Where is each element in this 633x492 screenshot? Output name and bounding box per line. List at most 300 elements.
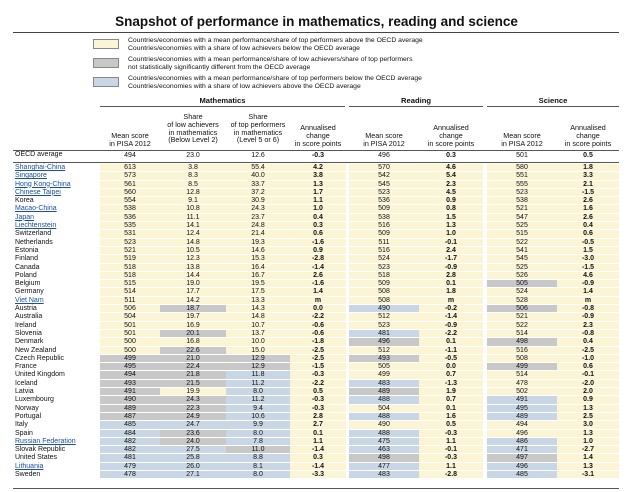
cell-science-change: 2.6 [557,214,619,222]
header-line: change [576,130,600,140]
header-line: (Below Level 2) [168,135,218,145]
cell-reading-change: 1.0 [419,230,483,238]
cell-math-mean: 554 [100,197,160,205]
cell-science-change: 0.6 [557,363,619,371]
cell-reading-change: 1.1 [419,463,483,471]
table-row [13,181,619,189]
cell-math-low: 18.7 [160,305,226,313]
country-name[interactable]: Macao-China [15,205,57,213]
cell-science-change: 1.3 [557,405,619,413]
cell-science-mean: 496 [487,430,557,438]
header-science-change [557,124,619,147]
cell-math-low: 21.0 [160,355,226,363]
country-name[interactable]: Hong Kong-China [15,180,71,188]
cell-reading-change: 1.5 [419,214,483,222]
cell-reading-change: -0.1 [419,446,483,454]
cell-science-mean: 514 [487,371,557,379]
cell-reading-change: 0.5 [419,421,483,429]
cell-math-change: -1.6 [290,239,346,247]
cell-reading-change: -0.9 [419,264,483,272]
header-reading-change [419,124,483,147]
cell-math-change: -2.5 [290,355,346,363]
table-row [13,264,619,272]
cell-reading-mean: 499 [349,371,419,379]
cell-reading-mean: 489 [349,388,419,396]
cell-math-change: 0.3 [290,222,346,230]
cell-reading-change: 5.4 [419,172,483,180]
cell-reading-change: -0.9 [419,322,483,330]
cell-math-change: 1.4 [290,288,346,296]
cell-reading-mean: 504 [349,405,419,413]
cell-math-low: 22.6 [160,347,226,355]
cell-math-change: -2.2 [290,313,346,321]
cell-math-mean: 560 [100,189,160,197]
cell-math-low: 10.5 [160,247,226,255]
table-row [13,297,619,305]
cell-science-change: 2.1 [557,181,619,189]
cell-science-mean: 555 [487,181,557,189]
cell-reading-change: 0.7 [419,371,483,379]
cell-reading-mean: 524 [349,255,419,263]
table-row [13,421,619,429]
cell-math-top: 19.5 [226,280,290,288]
cell-math-low: 3.8 [160,164,226,172]
cell-science-mean: 499 [487,363,557,371]
oecd-average-label: OECD average [15,151,63,158]
legend-line: Countries/economies with a share of low achievers below the OECD average [128,44,360,52]
cell-math-low: 14.4 [160,272,226,280]
cell-reading-change: 0.1 [419,405,483,413]
cell-math-low: 22.4 [160,363,226,371]
header-math-top-performers [226,113,290,144]
cell-math-low: 14.1 [160,222,226,230]
cell-math-mean: 506 [100,305,160,313]
cell-reading-change: -0.5 [419,355,483,363]
header-reading-mean [349,132,419,148]
cell-reading-mean: 512 [349,347,419,355]
cell-reading-change: 0.1 [419,338,483,346]
cell-science-change: 3.3 [557,172,619,180]
cell-science-mean: 580 [487,164,557,172]
header-line: Annualised [570,123,606,132]
cell-reading-mean: 483 [349,471,419,479]
cell-reading-change: -0.3 [419,430,483,438]
table-row [13,355,619,363]
cell-math-mean: 489 [100,405,160,413]
cell-math-top: 10.6 [226,413,290,421]
header-line: Mean score [111,131,149,140]
cell-science-change: -0.9 [557,280,619,288]
cell-math-change: -3.3 [290,471,346,479]
country-name: Korea [15,197,34,205]
oecd-reading-change: 0.3 [446,152,456,159]
cell-math-mean: 511 [100,297,160,305]
cell-reading-mean: 518 [349,272,419,280]
cell-math-top: 13.7 [226,330,290,338]
cell-reading-mean: 475 [349,438,419,446]
header-line: change [439,130,463,140]
country-name: Ireland [15,321,37,329]
cell-math-top: 8.1 [226,463,290,471]
cell-reading-change: -2.2 [419,330,483,338]
cell-math-mean: 573 [100,172,160,180]
cell-science-mean: 545 [487,255,557,263]
country-name: Latvia [15,388,34,396]
cell-science-mean: 515 [487,230,557,238]
cell-science-mean: 523 [487,189,557,197]
legend-text [128,37,423,52]
oecd-math-change: -0.3 [311,152,325,159]
cell-reading-change: 2.4 [419,247,483,255]
legend-swatch-below [93,77,119,87]
legend-item-below [93,75,593,93]
cell-math-change: 0.5 [290,388,346,396]
cell-math-top: 14.6 [226,247,290,255]
table-row [13,172,619,180]
cell-science-mean: 525 [487,222,557,230]
country-name: Estonia [15,246,39,254]
table-row [13,463,619,471]
country-name: United States [15,454,58,462]
header-line: in PISA 2012 [109,138,151,148]
page-title: Snapshot of performance in mathematics, reading and science [115,14,518,29]
country-name: Iceland [15,379,38,387]
cell-math-mean: 485 [100,421,160,429]
cell-reading-change: 1.8 [419,288,483,296]
header-line: Mean score [365,131,403,140]
cell-math-top: 11.2 [226,396,290,404]
cell-math-low: 19.0 [160,280,226,288]
cell-math-mean: 490 [100,396,160,404]
cell-reading-mean: 477 [349,463,419,471]
country-name[interactable]: Japan [15,213,35,221]
cell-math-low: 12.4 [160,230,226,238]
cell-math-change: -1.4 [290,446,346,454]
cell-math-change: -2.8 [290,255,346,263]
header-rule-mathematics [100,106,345,107]
cell-reading-change: -2.8 [419,471,483,479]
cell-science-change: -1.0 [557,355,619,363]
cell-math-low: 14.2 [160,297,226,305]
country-name: Italy [15,421,28,429]
country-name: United Kingdom [15,371,65,379]
cell-math-change: 2.8 [290,413,346,421]
cell-math-change: 0.3 [290,454,346,462]
cell-math-mean: 538 [100,205,160,213]
legend-line: Countries/economies with a share of low achievers above the OECD average [128,82,361,90]
country-name[interactable]: Viet Nam [15,296,44,304]
country-name[interactable]: Chinese Taipei [15,188,61,196]
cell-math-low: 21.8 [160,371,226,379]
cell-math-change: 1.1 [290,438,346,446]
cell-science-change: -0.5 [557,239,619,247]
header-group-mathematics: Mathematics [199,96,246,105]
cell-math-mean: 521 [100,247,160,255]
cell-math-mean: 487 [100,413,160,421]
cell-math-change: -1.4 [290,264,346,272]
cell-math-low: 9.1 [160,197,226,205]
cell-math-top: 17.5 [226,288,290,296]
cell-science-mean: 547 [487,214,557,222]
cell-math-mean: 479 [100,463,160,471]
cell-reading-change: -0.2 [419,305,483,313]
cell-science-change: 1.8 [557,164,619,172]
country-name: Norway [15,404,39,412]
cell-math-low: 21.5 [160,380,226,388]
cell-math-low: 27.1 [160,471,226,479]
cell-science-mean: 497 [487,454,557,462]
cell-reading-change: -1.3 [419,380,483,388]
cell-reading-mean: 488 [349,413,419,421]
table-row [13,239,619,247]
table-row [13,371,619,379]
cell-math-top: 11.0 [226,446,290,454]
table-row [13,305,619,313]
cell-math-mean: 515 [100,280,160,288]
country-name: New Zealand [15,346,57,354]
cell-math-low: 10.8 [160,205,226,213]
cell-math-top: 23.7 [226,214,290,222]
country-name: Czech Republic [15,354,65,362]
table-row [13,338,619,346]
cell-math-top: 13.3 [226,297,290,305]
cell-science-change: -3.0 [557,255,619,263]
header-science-mean [487,132,557,148]
table-row [13,288,619,296]
cell-math-low: 24.0 [160,438,226,446]
cell-math-change: -0.6 [290,322,346,330]
cell-math-low: 17.7 [160,288,226,296]
cell-math-change: 4.2 [290,164,346,172]
cell-science-mean: 508 [487,355,557,363]
table-row [13,247,619,255]
header-line: in score points [294,138,342,148]
cell-reading-mean: 545 [349,181,419,189]
cell-science-change: 2.5 [557,413,619,421]
cell-math-top: 21.4 [226,230,290,238]
legend-line: not statistically significantly different from the OECD average [128,63,311,71]
legend [93,37,593,94]
cell-reading-mean: 463 [349,446,419,454]
cell-science-mean: 516 [487,347,557,355]
country-name: Germany [15,288,44,296]
header-rule-reading [349,106,483,107]
cell-math-low: 19.7 [160,313,226,321]
cell-science-mean: 489 [487,413,557,421]
country-name: Spain [15,429,33,437]
cell-reading-change: -1.4 [419,313,483,321]
cell-science-mean: 491 [487,396,557,404]
country-name: Portugal [15,412,42,420]
cell-reading-change: 2.3 [419,181,483,189]
cell-math-low: 23.6 [160,430,226,438]
cell-math-top: 37.2 [226,189,290,197]
cell-math-low: 24.9 [160,413,226,421]
cell-math-change: -1.5 [290,363,346,371]
table-row [13,189,619,197]
cell-math-mean: 531 [100,230,160,238]
cell-science-change: 1.4 [557,454,619,462]
cell-math-change: 0.4 [290,214,346,222]
country-name[interactable]: Liechtenstein [15,222,57,230]
header-line: in mathematics [233,127,283,137]
cell-reading-change: 0.1 [419,280,483,288]
table-row [13,280,619,288]
legend-swatch-above [93,39,119,49]
cell-science-change: 3.0 [557,421,619,429]
cell-math-top: 8.0 [226,471,290,479]
cell-reading-mean: 493 [349,355,419,363]
cell-math-mean: 514 [100,288,160,296]
cell-reading-change: m [419,297,483,305]
table-row [13,438,619,446]
cell-math-change: -2.2 [290,380,346,388]
header-group-reading: Reading [401,96,431,105]
cell-science-mean: 505 [487,280,557,288]
cell-math-mean: 493 [100,380,160,388]
cell-math-change: 0.1 [290,430,346,438]
cell-reading-mean: 570 [349,164,419,172]
cell-reading-mean: 516 [349,247,419,255]
cell-math-top: 15.3 [226,255,290,263]
cell-science-change: 2.0 [557,388,619,396]
header-line: (Level 5 or 6) [236,135,280,145]
country-name[interactable]: Russian Federation [15,437,76,445]
country-name[interactable]: Shanghai-China [15,164,66,171]
cell-science-change: 1.3 [557,430,619,438]
cell-math-top: 15.0 [226,347,290,355]
cell-reading-mean: 508 [349,288,419,296]
oecd-row-rule [13,162,619,163]
header-line: in score points [564,138,612,148]
title-rule [13,32,619,33]
cell-reading-mean: 512 [349,313,419,321]
oecd-math-mean: 494 [124,152,136,159]
cell-science-change: -1.5 [557,264,619,272]
legend-line: Countries/economies with a mean performance/share of low achievers/share of top performers [128,56,413,63]
cell-math-top: 16.4 [226,264,290,272]
cell-science-change: 2.3 [557,322,619,330]
cell-science-change: m [557,297,619,305]
table-row [13,388,619,396]
cell-math-mean: 500 [100,338,160,346]
cell-reading-change: 1.9 [419,388,483,396]
cell-reading-change: -1.1 [419,347,483,355]
cell-math-low: 26.0 [160,463,226,471]
legend-item-above [93,37,593,55]
table-row [13,347,619,355]
cell-math-change: -1.6 [290,280,346,288]
cell-math-top: 8.8 [226,454,290,462]
table-row [13,380,619,388]
cell-math-top: 8.0 [226,388,290,396]
cell-science-change: 0.4 [557,338,619,346]
cell-reading-change: 4.6 [419,164,483,172]
cell-science-mean: 541 [487,247,557,255]
cell-science-change: 1.6 [557,205,619,213]
cell-math-mean: 501 [100,330,160,338]
cell-science-change: -0.8 [557,330,619,338]
cell-reading-mean: 509 [349,205,419,213]
cell-science-mean: 494 [487,421,557,429]
country-name: Australia [15,313,43,321]
cell-reading-change: 1.1 [419,438,483,446]
legend-text [128,75,422,90]
header-math-low-achievers [160,113,226,144]
country-name: Canada [15,263,40,271]
cell-math-change: 0.9 [290,247,346,255]
header-line: in PISA 2012 [363,138,405,148]
cell-science-change: -0.9 [557,313,619,321]
cell-math-mean: 561 [100,181,160,189]
cell-math-low: 24.3 [160,396,226,404]
cell-math-mean: 482 [100,438,160,446]
cell-math-change: 1.1 [290,197,346,205]
cell-science-change: -3.1 [557,471,619,479]
table-row [13,255,619,263]
cell-science-change: -2.7 [557,446,619,454]
cell-science-mean: 551 [487,172,557,180]
table-row [13,446,619,454]
cell-science-mean: 524 [487,288,557,296]
cell-math-mean: 484 [100,430,160,438]
cell-science-mean: 485 [487,471,557,479]
cell-math-low: 25.8 [160,454,226,462]
country-name: France [15,363,37,371]
header-line: of low achievers [167,119,219,129]
country-name: Luxembourg [15,396,54,404]
country-name[interactable]: Lithuania [15,462,44,470]
cell-science-change: 2.6 [557,197,619,205]
country-name[interactable]: Singapore [15,172,47,180]
cell-reading-change: 4.5 [419,189,483,197]
header-math-mean [100,132,160,148]
table-row [13,205,619,213]
country-name: Denmark [15,338,44,346]
table-row [13,214,619,222]
header-line: Share [248,112,268,121]
cell-math-change: -2.5 [290,347,346,355]
cell-math-low: 11.1 [160,214,226,222]
cell-math-change: -0.6 [290,330,346,338]
cell-math-top: 14.8 [226,313,290,321]
legend-item-not-significant [93,56,593,74]
cell-reading-mean: 516 [349,222,419,230]
cell-science-change: 1.3 [557,463,619,471]
cell-science-mean: 525 [487,264,557,272]
cell-math-low: 14.8 [160,239,226,247]
cell-math-change: 3.8 [290,172,346,180]
cell-math-change: 1.3 [290,181,346,189]
country-name: Netherlands [15,238,53,246]
cell-math-change: 0.6 [290,230,346,238]
cell-science-mean: 538 [487,197,557,205]
legend-text [128,56,412,71]
cell-reading-mean: 509 [349,280,419,288]
cell-math-mean: 518 [100,264,160,272]
cell-math-top: 10.0 [226,338,290,346]
cell-science-change: 0.6 [557,230,619,238]
table-row [13,164,619,172]
header-line: Share [183,112,203,121]
table-row [13,430,619,438]
cell-math-low: 12.3 [160,255,226,263]
country-table [13,164,619,479]
cell-science-mean: 498 [487,338,557,346]
cell-math-mean: 518 [100,272,160,280]
cell-reading-mean: 538 [349,214,419,222]
cell-reading-mean: 496 [349,338,419,346]
